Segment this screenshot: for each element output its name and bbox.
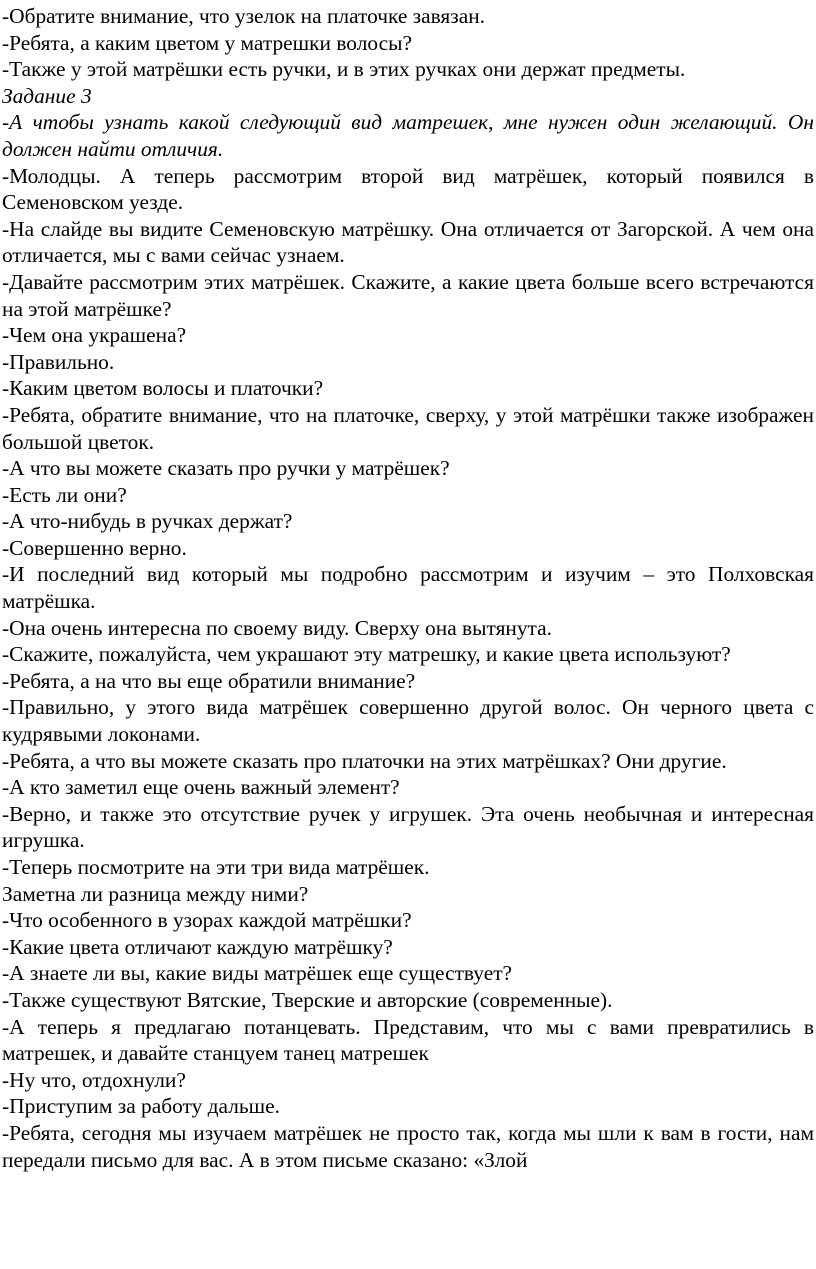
paragraph: -Она очень интересна по своему виду. Сверху она вытянута.: [2, 615, 553, 640]
paragraph: -Правильно.: [2, 349, 115, 374]
task-heading: Задание 3: [2, 83, 92, 108]
paragraph: -Правильно, у этого вида матрёшек совершенно другой волос. Он черного цвета с кудрявыми локонами.: [2, 695, 814, 747]
paragraph: -Ребята, а на что вы еще обратили внимание?: [2, 668, 416, 693]
paragraph: -На слайде вы видите Семеновскую матрёшку. Она отличается от Загорской. А чем она отличается, мы с вами сейчас узнаем.: [2, 216, 814, 268]
paragraph: Заметна ли разница между ними?: [2, 881, 309, 906]
paragraph: -Ребята, обратите внимание, что на платочке, сверху, у этой матрёшки также изображен большой цветок.: [2, 402, 814, 454]
paragraph: -Что особенного в узорах каждой матрёшки?: [2, 908, 412, 933]
paragraph: -Каким цветом волосы и платочки?: [2, 376, 324, 401]
paragraph: -Ребята, сегодня мы изучаем матрёшек не просто так, когда мы шли к вам в гости, нам передали письмо для вас. А в этом письме сказано: «Злой: [2, 1120, 814, 1172]
paragraph: -Обратите внимание, что узелок на платочке завязан.: [2, 4, 486, 28]
task-instruction: -А чтобы узнать какой следующий вид матрешек, мне нужен один желающий. Он должен найти отличия.: [2, 110, 814, 161]
paragraph: -Давайте рассмотрим этих матрёшек. Скажите, а какие цвета больше всего встречаются на этой матрёшке?: [2, 269, 814, 321]
paragraph: -Также существуют Вятские, Тверские и авторские (современные).: [2, 987, 613, 1012]
paragraph: -И последний вид который мы подробно рассмотрим и изучим – это Полховская матрёшка.: [2, 562, 814, 614]
paragraph: -Теперь посмотрите на эти три вида матрёшек.: [2, 855, 430, 879]
paragraph: -Скажите, пожалуйста, чем украшают эту матрешку, и какие цвета используют?: [2, 642, 731, 667]
paragraph: -А знаете ли вы, какие виды матрёшек еще существует?: [2, 961, 513, 986]
paragraph: -Приступим за работу дальше.: [2, 1094, 280, 1119]
paragraph: -Ребята, а что вы можете сказать про платочки на этих матрёшках? Они другие.: [2, 748, 727, 773]
paragraph: -Молодцы. А теперь рассмотрим второй вид матрёшек, который появился в Семеновском уезде.: [2, 163, 814, 215]
paragraph: -Ребята, а каким цветом у матрешки волосы?: [2, 30, 412, 55]
paragraph: -Совершенно верно.: [2, 535, 187, 560]
paragraph: -Верно, и также это отсутствие ручек у игрушек. Эта очень необычная и интересная игрушка.: [2, 801, 814, 853]
paragraph: -А кто заметил еще очень важный элемент?: [2, 775, 400, 800]
document-page: [0, 3, 816, 1269]
paragraph: -Какие цвета отличают каждую матрёшку?: [2, 934, 393, 959]
paragraph: -А что-нибудь в ручках держат?: [2, 509, 293, 534]
paragraph: -Также у этой матрёшки есть ручки, и в этих ручках они держат предметы.: [2, 57, 686, 82]
paragraph: -Есть ли они?: [2, 482, 127, 507]
paragraph: -А что вы можете сказать про ручки у матрёшек?: [2, 456, 450, 481]
paragraph: -Ну что, отдохнули?: [2, 1067, 186, 1092]
paragraph: -А теперь я предлагаю потанцевать. Представим, что мы с вами превратились в матрешек, и давайте станцуем танец матрешек: [2, 1014, 814, 1066]
paragraph: -Чем она украшена?: [2, 323, 187, 348]
